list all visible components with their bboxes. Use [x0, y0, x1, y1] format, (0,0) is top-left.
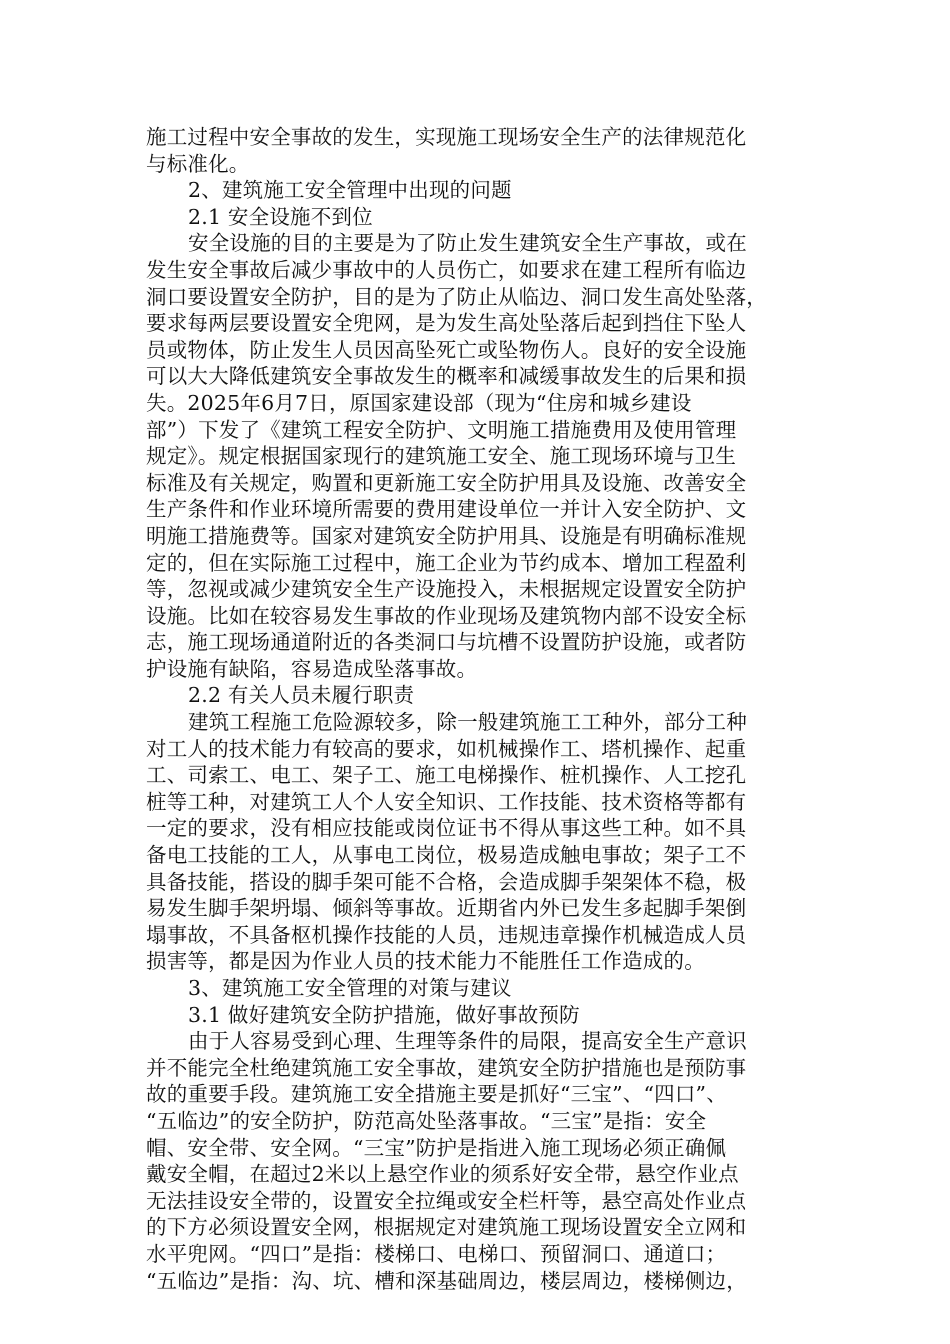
- text-line: 水平兜网。“四口”是指：楼梯口、电梯口、预留洞口、通道口；: [146, 1241, 727, 1266]
- text-line: 志，施工现场通道附近的各类洞口与坑槽不设置防护设施，或者防: [146, 630, 747, 655]
- section-heading: [146, 682, 806, 709]
- text-line: 2.1 安全设施不到位: [188, 204, 373, 229]
- text-line: 损害等，都是因为作业人员的技术能力不能胜任工作造成的。: [146, 949, 705, 974]
- text-line: 对工人的技术能力有较高的要求，如机械操作工、塔机操作、起重: [146, 736, 747, 761]
- text-line: 发生安全事故后减少事故中的人员伤亡，如要求在建工程所有临边: [146, 257, 747, 282]
- text-line: 护设施有缺陷，容易造成坠落事故。: [146, 656, 478, 681]
- text-line: 无法挂设安全带的，设置安全拉绳或安全栏杆等，悬空高处作业点: [146, 1188, 747, 1213]
- text-line: 等，忽视或减少建筑安全生产设施投入，未根据规定设置安全防护: [146, 577, 747, 602]
- body-paragraph: [146, 230, 806, 682]
- text-line: 的下方必须设置安全网，根据规定对建筑施工现场设置安全立网和: [146, 1215, 747, 1240]
- text-line: “五临边”是指：沟、坑、槽和深基础周边，楼层周边，楼梯侧边，: [146, 1268, 747, 1293]
- text-line: 帽、安全带、安全网。“三宝”防护是指进入施工现场必须正确佩: [146, 1135, 727, 1160]
- text-line: 洞口要设置安全防护，目的是为了防止从临边、洞口发生高处坠落，: [146, 284, 767, 309]
- text-line: 塌事故，不具备枢机操作技能的人员，违规违章操作机械造成人员: [146, 922, 747, 947]
- text-line: 桩等工种，对建筑工人个人安全知识、工作技能、技术资格等都有: [146, 789, 747, 814]
- text-line: 可以大大降低建筑安全事故发生的概率和减缓事故发生的后果和损: [146, 364, 747, 389]
- text-line: 与标准化。: [146, 151, 250, 176]
- text-line: 戴安全帽，在超过2米以上悬空作业的须系好安全带，悬空作业点: [146, 1162, 739, 1187]
- text-line: “五临边”的安全防护，防范高处坠落事故。“三宝”是指：安全: [146, 1108, 707, 1133]
- text-line: 员或物体，防止发生人员因高坠死亡或坠物伤人。良好的安全设施: [146, 337, 747, 362]
- section-heading: [146, 975, 806, 1002]
- section-heading: [146, 1002, 806, 1029]
- body-paragraph: [146, 124, 806, 177]
- text-line: 设施。比如在较容易发生事故的作业现场及建筑物内部不设安全标: [146, 603, 747, 628]
- section-heading: [146, 177, 806, 204]
- body-paragraph: [146, 1028, 806, 1294]
- document-body: [146, 124, 806, 1294]
- text-line: 建筑工程施工危险源较多，除一般建筑施工工种外，部分工种: [188, 710, 747, 735]
- text-line: 故的重要手段。建筑施工安全措施主要是抓好“三宝”、“四口”、: [146, 1082, 727, 1107]
- text-line: 部”）下发了《建筑工程安全防护、文明施工措施费用及使用管理: [146, 417, 737, 442]
- text-line: 要求每两层要设置安全兜网，是为发生高处坠落后起到挡住下坠人: [146, 311, 747, 336]
- text-line: 失。2025年6月7日，原国家建设部（现为“住房和城乡建设: [146, 390, 692, 415]
- text-line: 备电工技能的工人，从事电工岗位，极易造成触电事故；架子工不: [146, 843, 747, 868]
- section-heading: [146, 204, 806, 231]
- text-line: 2、建筑施工安全管理中出现的问题: [188, 178, 512, 203]
- text-line: 明施工措施费等。国家对建筑安全防护用具、设施是有明确标准规: [146, 523, 747, 548]
- text-line: 生产条件和作业环境所需要的费用建设单位一并计入安全防护、文: [146, 497, 747, 522]
- text-line: 并不能完全杜绝建筑施工安全事故，建筑安全防护措施也是预防事: [146, 1055, 747, 1080]
- text-line: 一定的要求，没有相应技能或岗位证书不得从事这些工种。如不具: [146, 816, 747, 841]
- text-line: 易发生脚手架坍塌、倾斜等事故。近期省内外已发生多起脚手架倒: [146, 896, 747, 921]
- body-paragraph: [146, 709, 806, 975]
- text-line: 由于人容易受到心理、生理等条件的局限，提高安全生产意识: [188, 1029, 747, 1054]
- text-line: 工、司索工、电工、架子工、施工电梯操作、桩机操作、人工挖孔: [146, 763, 747, 788]
- text-line: 安全设施的目的主要是为了防止发生建筑安全生产事故，或在: [188, 231, 747, 256]
- text-line: 标准及有关规定，购置和更新施工安全防护用具及设施、改善安全: [146, 470, 747, 495]
- text-line: 具备技能，搭设的脚手架可能不合格，会造成脚手架架体不稳，极: [146, 869, 747, 894]
- text-line: 2.2 有关人员未履行职责: [188, 683, 415, 708]
- text-line: 施工过程中安全事故的发生，实现施工现场安全生产的法律规范化: [146, 125, 747, 149]
- text-line: 规定》。规定根据国家现行的建筑施工安全、施工现场环境与卫生: [146, 444, 737, 469]
- text-line: 3、建筑施工安全管理的对策与建议: [188, 976, 512, 1000]
- text-line: 3.1 做好建筑安全防护措施，做好事故预防: [188, 1002, 580, 1027]
- text-line: 定的，但在实际施工过程中，施工企业为节约成本、增加工程盈利: [146, 550, 747, 575]
